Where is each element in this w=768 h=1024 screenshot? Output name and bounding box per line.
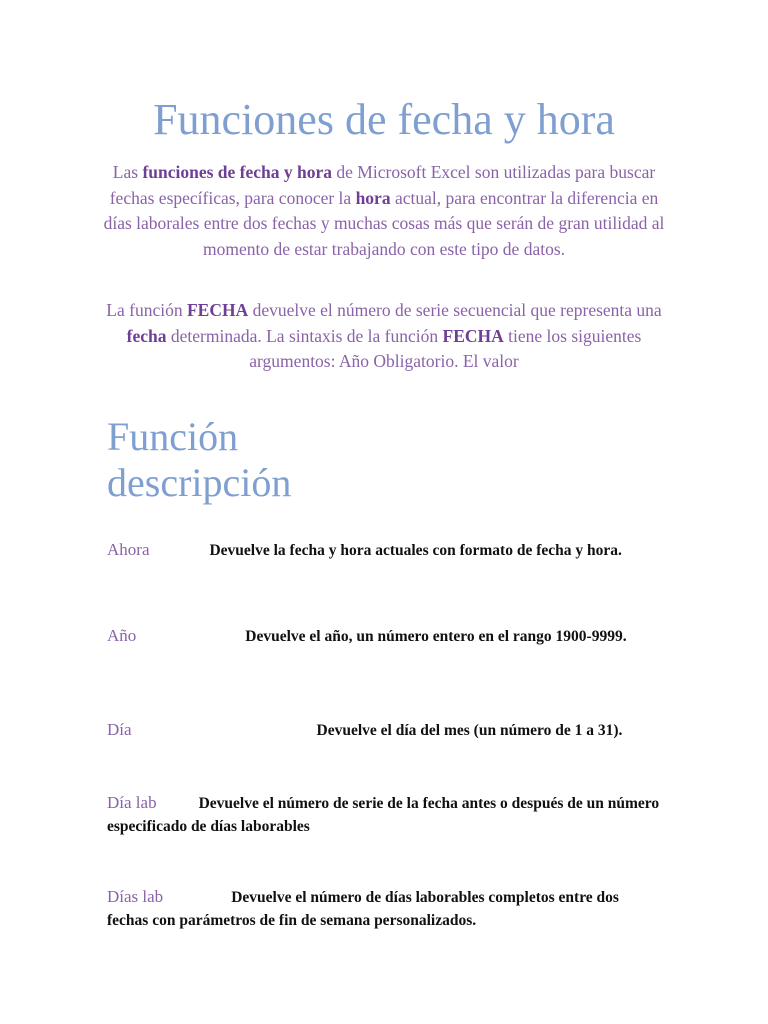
intro-p2-text-3: determinada. La sintaxis de la función: [166, 325, 443, 346]
page-title: Funciones de fecha y hora: [153, 95, 615, 144]
function-entry: [107, 718, 663, 742]
section-heading: [107, 414, 291, 506]
intro-p1-bold-2: hora: [355, 187, 391, 208]
intro-p2-text-4: tiene los siguientes argumentos: Año Obligatorio. El valor: [249, 325, 642, 371]
function-term: Día lab: [107, 793, 157, 812]
intro-p2-bold-1: FECHA: [186, 300, 249, 320]
section-heading-line-1: Función: [107, 414, 239, 459]
function-description: Devuelve el número de serie de la fecha antes o después de un número especificado de días laborables: [107, 795, 660, 835]
function-term: Año: [107, 626, 137, 645]
function-description: Devuelve la fecha y hora actuales con formato de fecha y hora.: [209, 542, 622, 559]
intro-p1-text-2: de Microsoft Excel son utilizadas para buscar fechas específicas, para conocer la: [109, 162, 656, 208]
section-heading-line-2: descripción: [107, 460, 292, 505]
function-description: Devuelve el día del mes (un número de 1 a 31).: [316, 722, 623, 739]
function-term: Ahora: [107, 540, 150, 559]
function-term: Día: [107, 720, 132, 739]
intro-p1-bold-1: funciones de fecha y hora: [142, 162, 333, 182]
function-description: Devuelve el año, un número entero en el rango 1900-9999.: [245, 628, 627, 645]
function-description: Devuelve el número de días laborables completos entre dos fechas con parámetros de fin de semana personalizados.: [107, 889, 619, 929]
intro-p2-text-2: devuelve el número de serie secuencial que representa una: [248, 300, 662, 320]
function-entry: [107, 624, 663, 648]
intro-paragraph-2: [100, 298, 668, 375]
function-entry: [107, 538, 663, 562]
function-term: Días lab: [107, 887, 164, 906]
intro-p1-text-1: Las: [112, 162, 143, 182]
intro-p2-bold-2: fecha: [126, 325, 167, 346]
function-entry: [107, 791, 663, 838]
function-entry: [107, 885, 663, 932]
intro-paragraph-1: [100, 160, 668, 262]
intro-p2-bold-3: FECHA: [442, 325, 504, 346]
intro-p1-text-3: actual, para encontrar la diferencia en días laborales entre dos fechas y muchas cosas más que serán de gran utilidad al momento de estar trabajando con este tipo de datos.: [103, 187, 665, 259]
intro-p2-text-1: La función: [106, 300, 187, 320]
